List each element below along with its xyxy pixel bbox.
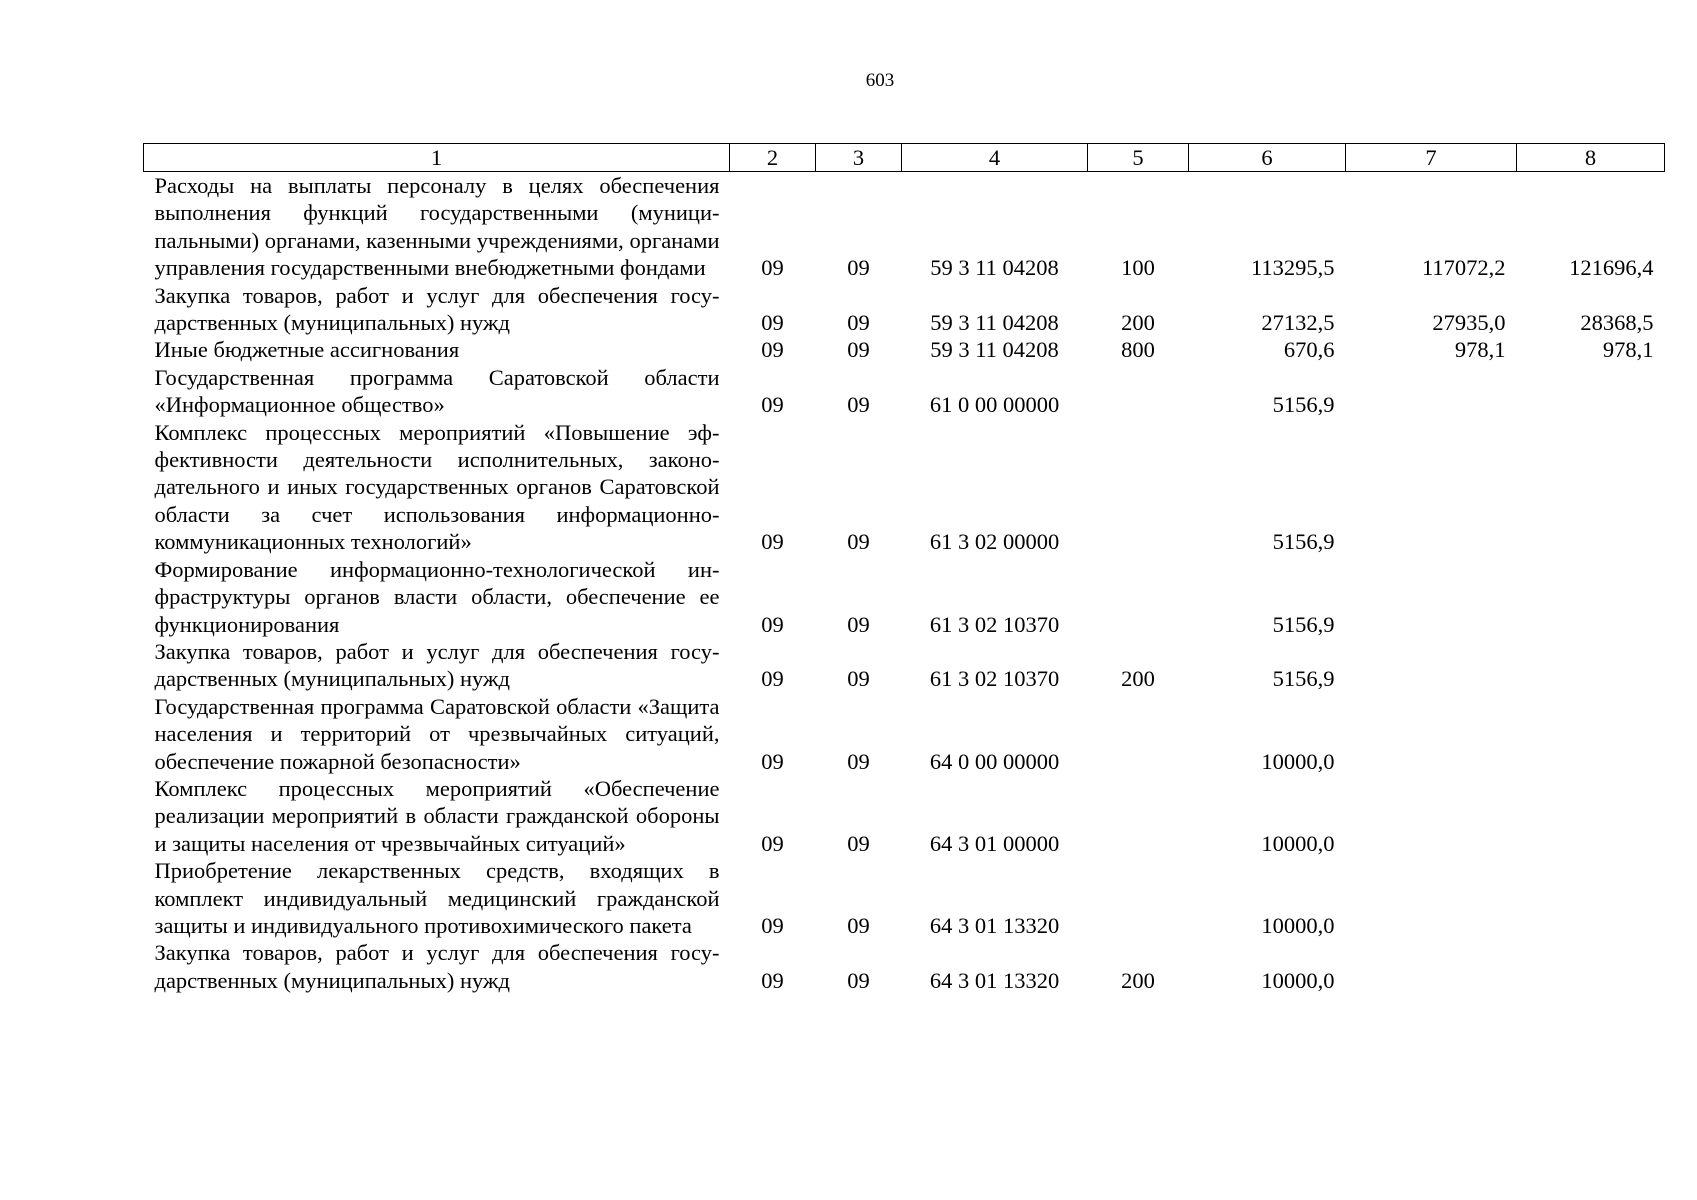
row-subsection: 09 (847, 967, 870, 993)
row-amount-col8 (1517, 775, 1665, 857)
page-number: 603 (865, 70, 895, 91)
row-expense-type (1088, 364, 1189, 419)
row-name: Комплекс процессных мероприятий «Обеспечение реализации мероприятий в области гражданской обороны и защиты населения от чрезвычайных ситуаций» (154, 775, 720, 856)
row-amount-col7: 117072,2 (1421, 255, 1506, 281)
row-amount-col8: 978,1 (1602, 337, 1654, 363)
row-amount-col7 (1346, 693, 1517, 775)
row-name: Государственная программа Саратовской области «Защита населения и территорий от чрезвычайных ситуаций, обеспечение пожарной безопасности» (154, 693, 720, 774)
table-row (144, 336, 1665, 363)
header-col-1: 1 (144, 144, 730, 172)
row-amount-col6: 5156,9 (1272, 611, 1335, 637)
row-name: Комплекс процессных мероприятий «Повышение эффективности деятельности исполнительных, законодательного и иных государственных органов Саратовской области за счет использования информационно-коммуникационных технологий» (154, 419, 720, 555)
row-amount-col8: 121696,4 (1569, 255, 1654, 281)
row-amount-col8 (1517, 419, 1665, 556)
row-name: Государственная программа Саратовской области «Информационное общество» (154, 364, 720, 418)
row-subsection: 09 (847, 666, 870, 692)
row-section: 09 (761, 611, 784, 637)
row-section: 09 (761, 392, 784, 418)
row-subsection: 09 (847, 337, 870, 363)
row-expense-type (1088, 775, 1189, 857)
row-amount-col8 (1517, 364, 1665, 419)
row-amount-col6: 10000,0 (1261, 830, 1335, 856)
row-target-code: 64 3 01 13320 (929, 967, 1060, 993)
row-section: 09 (761, 337, 784, 363)
table-row (144, 857, 1665, 939)
row-amount-col7 (1346, 939, 1517, 994)
table-header (144, 144, 1665, 172)
row-target-code: 59 3 11 04208 (930, 337, 1059, 363)
row-amount-col7 (1346, 857, 1517, 939)
header-col-3: 3 (816, 144, 902, 172)
row-amount-col8 (1517, 939, 1665, 994)
row-section: 09 (761, 310, 784, 336)
row-target-code: 61 0 00 00000 (929, 392, 1060, 418)
row-expense-type: 200 (1121, 967, 1155, 993)
row-amount-col7: 27935,0 (1432, 310, 1506, 336)
row-expense-type (1088, 419, 1189, 556)
row-amount-col7 (1346, 775, 1517, 857)
row-target-code: 61 3 02 10370 (929, 611, 1060, 637)
row-target-code: 61 3 02 00000 (929, 529, 1060, 555)
row-section: 09 (761, 529, 784, 555)
row-subsection: 09 (847, 310, 870, 336)
header-col-8: 8 (1517, 144, 1665, 172)
table-row (144, 775, 1665, 857)
row-expense-type: 200 (1121, 310, 1155, 336)
row-section: 09 (761, 748, 784, 774)
row-amount-col7 (1346, 419, 1517, 556)
row-subsection: 09 (847, 912, 870, 938)
row-subsection: 09 (847, 529, 870, 555)
row-name: Расходы на выплаты персоналу в целях обеспечения выполнения функций государственными (муниципальными) органами, казенными учреждениями, органами управления государственными внебюджетными фондами (154, 173, 720, 281)
row-expense-type (1088, 556, 1189, 638)
row-section: 09 (761, 830, 784, 856)
header-col-7: 7 (1346, 144, 1517, 172)
header-col-6: 6 (1189, 144, 1346, 172)
table-row (144, 939, 1665, 994)
table-row (144, 172, 1665, 282)
row-subsection: 09 (847, 748, 870, 774)
row-target-code: 64 0 00 00000 (929, 748, 1060, 774)
table-row (144, 638, 1665, 693)
row-amount-col6: 10000,0 (1261, 967, 1335, 993)
row-subsection: 09 (847, 392, 870, 418)
row-amount-col8 (1517, 638, 1665, 693)
row-subsection: 09 (847, 830, 870, 856)
row-amount-col7 (1346, 638, 1517, 693)
table-row (144, 364, 1665, 419)
row-amount-col6: 5156,9 (1272, 529, 1335, 555)
row-section: 09 (761, 912, 784, 938)
row-subsection: 09 (847, 611, 870, 637)
row-amount-col6: 10000,0 (1261, 748, 1335, 774)
row-amount-col8 (1517, 857, 1665, 939)
table-row (144, 693, 1665, 775)
table-body (144, 172, 1665, 995)
row-amount-col6: 670,6 (1283, 337, 1335, 363)
row-target-code: 59 3 11 04208 (930, 255, 1059, 281)
row-target-code: 59 3 11 04208 (930, 310, 1059, 336)
row-expense-type (1088, 857, 1189, 939)
row-name: Закупка товаров, работ и услуг для обеспечения государственных (муниципальных) нужд (154, 638, 720, 692)
row-amount-col6: 10000,0 (1261, 912, 1335, 938)
row-target-code: 64 3 01 13320 (929, 912, 1060, 938)
row-expense-type: 100 (1121, 255, 1155, 281)
row-amount-col6: 27132,5 (1261, 310, 1335, 336)
row-expense-type (1088, 693, 1189, 775)
table-row (144, 556, 1665, 638)
row-section: 09 (761, 967, 784, 993)
row-amount-col8 (1517, 693, 1665, 775)
row-amount-col6: 5156,9 (1272, 392, 1335, 418)
budget-table (143, 143, 1665, 994)
table-row (144, 419, 1665, 556)
row-name: Закупка товаров, работ и услуг для обеспечения государственных (муниципальных) нужд (154, 940, 720, 993)
header-col-5: 5 (1088, 144, 1189, 172)
row-expense-type: 200 (1121, 666, 1155, 692)
row-amount-col6: 113295,5 (1250, 255, 1335, 281)
row-target-code: 61 3 02 10370 (929, 666, 1060, 692)
row-amount-col7 (1346, 556, 1517, 638)
header-col-4: 4 (902, 144, 1088, 172)
row-amount-col6: 5156,9 (1272, 666, 1335, 692)
row-section: 09 (761, 255, 784, 281)
row-name: Закупка товаров, работ и услуг для обеспечения государственных (муниципальных) нужд (154, 282, 720, 336)
row-subsection: 09 (847, 255, 870, 281)
row-amount-col8 (1517, 556, 1665, 638)
table-row (144, 282, 1665, 337)
row-expense-type: 800 (1121, 337, 1155, 363)
row-target-code: 64 3 01 00000 (929, 830, 1060, 856)
row-name: Формирование информационно-технологической инфраструктуры органов власти области, обеспечение ее функционирования (154, 556, 720, 637)
header-col-2: 2 (730, 144, 816, 172)
row-amount-col8: 28368,5 (1580, 310, 1654, 336)
row-section: 09 (761, 666, 784, 692)
row-amount-col7: 978,1 (1454, 337, 1506, 363)
row-name: Приобретение лекарственных средств, входящих в комплект индивидуальный медицинский гражданской защиты и индивидуального противохимического пакета (154, 858, 720, 938)
row-amount-col7 (1346, 364, 1517, 419)
row-name: Иные бюджетные ассигнования (154, 337, 460, 363)
